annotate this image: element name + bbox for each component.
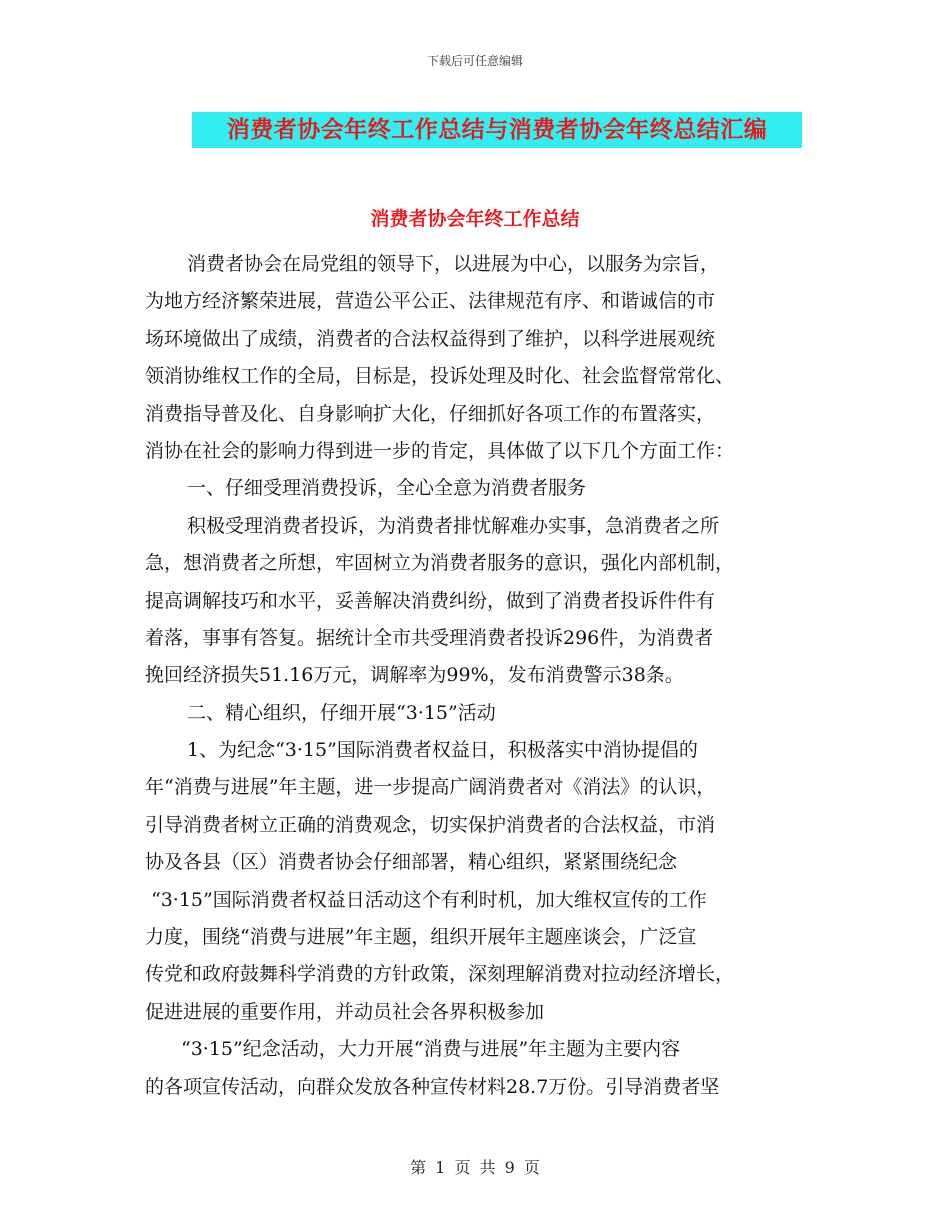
paragraph-line: 年“消费与进展”年主题，进一步提高广阔消费者对《消法》的认识， [145,776,716,799]
paragraph-line: 领消协维权工作的全局，目标是，投诉处理及时化、社会监督常常化、 [145,365,735,388]
paragraph-line: 引导消费者树立正确的消费观念，切实保护消费者的合法权益，市消 [145,813,716,836]
section-title: 消费者协会年终工作总结 [370,208,580,230]
paragraph-line: 提高调解技巧和水平，妥善解决消费纠纷，做到了消费者投诉件件有 [145,589,716,612]
paragraph-line: 消费者协会在局党组的领导下，以进展为中心，以服务为宗旨， [187,253,720,275]
paragraph-line: 的各项宣传活动，向群众发放各种宣传材料28.7万份。引导消费者坚 [145,1075,720,1098]
paragraph-line: 消协在社会的影响力得到进一步的肯定，具体做了以下几个方面工作： [145,439,735,462]
paragraph-line: 急，想消费者之所想，牢固树立为消费者服务的意识，强化内部机制， [145,552,735,575]
paragraph-line: 传党和政府鼓舞科学消费的方针政策，深刻理解消费对拉动经济增长， [145,963,735,986]
body-text [145,246,810,1106]
paragraph-line: 为地方经济繁荣进展，营造公平公正、法律规范有序、和谐诚信的市 [145,290,716,313]
paragraph-line: 力度，围绕“消费与进展”年主题，组织开展年主题座谈会，广泛宣 [145,926,697,949]
paragraph-line: 场环境做出了成绩，消费者的合法权益得到了维护，以科学进展观统 [145,327,716,350]
section-heading: 二、精心组织，仔细开展“3·15”活动 [187,701,496,724]
paragraph-line: 促进进展的重要作用，并动员社会各界积极参加 [145,1000,545,1023]
paragraph-line: 着落，事事有答复。据统计全市共受理消费者投诉296件，为消费者 [145,626,714,649]
paragraph-line: 消费指导普及化、自身影响扩大化，仔细抓好各项工作的布置落实， [145,402,716,425]
paragraph-line: 1、为纪念“3·15”国际消费者权益日，积极落实中消协提倡的 [187,739,698,762]
paragraph-line: 挽回经济损失51.16万元，调解率为99%，发布消费警示38条。 [145,664,684,687]
page-number: 第 1 页 共 9 页 [410,1158,540,1177]
document-title: 消费者协会年终工作总结与消费者协会年终总结汇编 [192,112,802,148]
header-note: 下载后可任意编辑 [426,54,523,68]
paragraph-line: “3·15”纪念活动，大力开展“消费与进展”年主题为主要内容 [181,1038,681,1061]
paragraph-line: 积极受理消费者投诉，为消费者排忧解难办实事，急消费者之所 [187,514,720,537]
paragraph-line: 协及各县（区）消费者协会仔细部署，精心组织，紧紧围绕纪念 [145,851,678,874]
section-heading: 一、仔细受理消费投诉，全心全意为消费者服务 [187,477,587,500]
paragraph-line: “3·15”国际消费者权益日活动这个有利时机，加大维权宣传的工作 [151,888,707,911]
